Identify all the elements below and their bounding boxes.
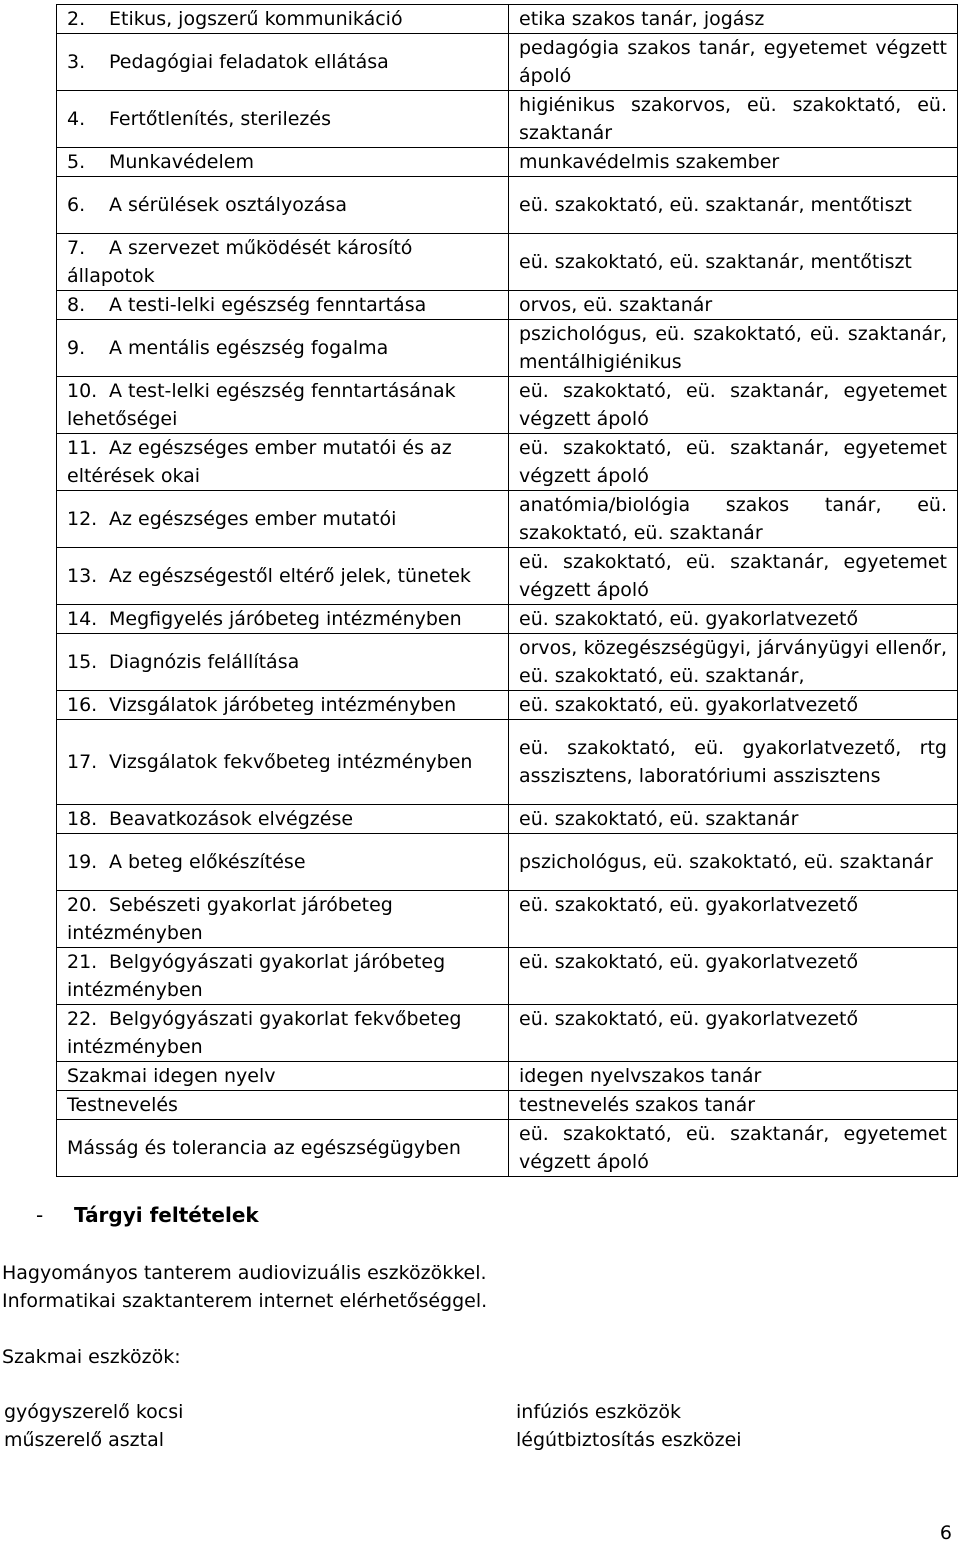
- topic-cell: [57, 320, 509, 377]
- row-number: 3.: [67, 51, 86, 73]
- table-row: [57, 548, 958, 605]
- tools-label: Szakmai eszközök:: [2, 1346, 181, 1368]
- topic-cell: [57, 177, 509, 234]
- row-number: 2.: [67, 8, 86, 30]
- topic-text: A testi-lelki egészség fenntartása: [109, 294, 427, 316]
- topic-text: A beteg előkészítése: [109, 851, 306, 873]
- tools-list-left: [4, 1398, 183, 1454]
- row-number: 14.: [67, 608, 98, 630]
- topic-cell: [57, 1120, 509, 1177]
- topic-text: A sérülések osztályozása: [109, 194, 347, 216]
- table-row: [57, 1120, 958, 1177]
- topic-cell: [57, 34, 509, 91]
- row-number: 11.: [67, 437, 98, 459]
- row-number: 13.: [67, 565, 98, 587]
- row-number: 12.: [67, 508, 98, 530]
- topic-cell: [57, 291, 509, 320]
- topic-text: A szervezet működését károsító állapotok: [67, 237, 413, 287]
- topic-cell: [57, 1091, 509, 1120]
- staff-cell: eü. szakoktató, eü. szaktanár, mentőtiszt: [509, 234, 958, 291]
- row-number: 21.: [67, 951, 98, 973]
- staff-cell: orvos, közegészségügyi, járványügyi ellenőr, eü. szakoktató, eü. szaktanár,: [509, 634, 958, 691]
- table-row: [57, 1062, 958, 1091]
- topic-text: Munkavédelem: [109, 151, 254, 173]
- table-row: [57, 34, 958, 91]
- table-row: [57, 634, 958, 691]
- staff-cell: eü. szakoktató, eü. szaktanár, egyetemet végzett ápoló: [509, 377, 958, 434]
- topic-text: Fertőtlenítés, sterilezés: [109, 108, 331, 130]
- topic-text: Az egészséges ember mutatói: [109, 508, 397, 530]
- table-row: [57, 234, 958, 291]
- topic-cell: [57, 720, 509, 805]
- row-number: 6.: [67, 194, 86, 216]
- staff-cell: munkavédelmis szakember: [509, 148, 958, 177]
- topic-cell: [57, 891, 509, 948]
- topic-cell: [57, 148, 509, 177]
- table-row: [57, 805, 958, 834]
- topic-cell: [57, 548, 509, 605]
- topic-cell: [57, 91, 509, 148]
- topic-text: Megfigyelés járóbeteg intézményben: [109, 608, 462, 630]
- row-number: 18.: [67, 808, 98, 830]
- staff-cell: eü. szakoktató, eü. szaktanár, egyetemet végzett ápoló: [509, 548, 958, 605]
- topic-text: Másság és tolerancia az egészségügyben: [67, 1137, 461, 1159]
- row-number: 16.: [67, 694, 98, 716]
- facility-line: Informatikai szaktanterem internet elérhetőséggel.: [2, 1290, 488, 1312]
- topic-cell: [57, 834, 509, 891]
- staff-cell: eü. szakoktató, eü. gyakorlatvezető: [509, 948, 958, 1005]
- staff-cell: eü. szakoktató, eü. szaktanár, egyetemet végzett ápoló: [509, 1120, 958, 1177]
- topic-text: A mentális egészség fogalma: [109, 337, 389, 359]
- table-row: [57, 377, 958, 434]
- staff-cell: pszichológus, eü. szakoktató, eü. szaktanár: [509, 834, 958, 891]
- topic-text: A test-lelki egészség fenntartásának lehetőségei: [67, 380, 456, 430]
- tools-list-right: [516, 1398, 742, 1454]
- table-row: [57, 948, 958, 1005]
- row-number: 17.: [67, 751, 98, 773]
- topic-cell: [57, 491, 509, 548]
- table-row: [57, 691, 958, 720]
- staff-requirements-table: [56, 4, 958, 1177]
- topic-cell: [57, 234, 509, 291]
- topic-text: Az egészséges ember mutatói és az eltérések okai: [67, 437, 452, 487]
- table-row: [57, 434, 958, 491]
- staff-cell: eü. szakoktató, eü. gyakorlatvezető: [509, 605, 958, 634]
- staff-cell: pedagógia szakos tanár, egyetemet végzett ápoló: [509, 34, 958, 91]
- list-dash: -: [36, 1203, 44, 1227]
- topic-text: Beavatkozások elvégzése: [109, 808, 354, 830]
- table-row: [57, 1091, 958, 1120]
- staff-cell: idegen nyelvszakos tanár: [509, 1062, 958, 1091]
- topic-text: Vizsgálatok járóbeteg intézményben: [109, 694, 457, 716]
- table-row: [57, 834, 958, 891]
- row-number: 15.: [67, 651, 98, 673]
- row-number: 22.: [67, 1008, 98, 1030]
- topic-text: Belgyógyászati gyakorlat fekvőbeteg intézményben: [67, 1008, 462, 1058]
- staff-cell: testnevelés szakos tanár: [509, 1091, 958, 1120]
- page-number: 6: [939, 1522, 952, 1544]
- row-number: 8.: [67, 294, 86, 316]
- list-item: légútbiztosítás eszközei: [516, 1429, 742, 1451]
- topic-cell: [57, 634, 509, 691]
- topic-cell: [57, 948, 509, 1005]
- staff-cell: eü. szakoktató, eü. szaktanár, egyetemet végzett ápoló: [509, 434, 958, 491]
- table-row: [57, 320, 958, 377]
- table-row: [57, 491, 958, 548]
- topic-cell: [57, 434, 509, 491]
- row-number: 7.: [67, 237, 86, 259]
- topic-text: Szakmai idegen nyelv: [67, 1065, 276, 1087]
- table-row: [57, 291, 958, 320]
- row-number: 9.: [67, 337, 86, 359]
- table-row: [57, 720, 958, 805]
- staff-cell: etika szakos tanár, jogász: [509, 5, 958, 34]
- staff-cell: pszichológus, eü. szakoktató, eü. szaktanár, mentálhigiénikus: [509, 320, 958, 377]
- row-number: 10.: [67, 380, 98, 402]
- topic-text: Etikus, jogszerű kommunikáció: [109, 8, 403, 30]
- table-row: [57, 1005, 958, 1062]
- table-row: [57, 5, 958, 34]
- section-heading: [36, 1203, 259, 1227]
- table-row: [57, 148, 958, 177]
- staff-cell: anatómia/biológia szakos tanár, eü. szakoktató, eü. szaktanár: [509, 491, 958, 548]
- staff-cell: eü. szakoktató, eü. gyakorlatvezető: [509, 1005, 958, 1062]
- topic-text: Vizsgálatok fekvőbeteg intézményben: [109, 751, 473, 773]
- staff-cell: eü. szakoktató, eü. gyakorlatvezető, rtg asszisztens, laboratóriumi asszisztens: [509, 720, 958, 805]
- list-item: infúziós eszközök: [516, 1401, 681, 1423]
- staff-cell: higiénikus szakorvos, eü. szakoktató, eü. szaktanár: [509, 91, 958, 148]
- staff-cell: eü. szakoktató, eü. szaktanár, mentőtiszt: [509, 177, 958, 234]
- row-number: 19.: [67, 851, 98, 873]
- section-heading-text: Tárgyi feltételek: [74, 1203, 259, 1227]
- row-number: 4.: [67, 108, 86, 130]
- topic-text: Pedagógiai feladatok ellátása: [109, 51, 389, 73]
- topic-cell: [57, 1005, 509, 1062]
- topic-cell: [57, 377, 509, 434]
- topic-cell: [57, 805, 509, 834]
- topic-text: Testnevelés: [67, 1094, 178, 1116]
- facility-line: Hagyományos tanterem audiovizuális eszközökkel.: [2, 1262, 487, 1284]
- staff-cell: eü. szakoktató, eü. gyakorlatvezető: [509, 891, 958, 948]
- table-row: [57, 91, 958, 148]
- row-number: 20.: [67, 894, 98, 916]
- list-item: gyógyszerelő kocsi: [4, 1401, 184, 1423]
- table-row: [57, 177, 958, 234]
- topic-cell: [57, 691, 509, 720]
- staff-cell: orvos, eü. szaktanár: [509, 291, 958, 320]
- topic-text: Sebészeti gyakorlat járóbeteg intézményben: [67, 894, 393, 944]
- table-row: [57, 605, 958, 634]
- topic-text: Diagnózis felállítása: [109, 651, 300, 673]
- table-row: [57, 891, 958, 948]
- topic-cell: [57, 1062, 509, 1091]
- row-number: 5.: [67, 151, 86, 173]
- topic-cell: [57, 5, 509, 34]
- topic-text: Az egészségestől eltérő jelek, tünetek: [109, 565, 471, 587]
- list-item: műszerelő asztal: [4, 1429, 165, 1451]
- staff-cell: eü. szakoktató, eü. szaktanár: [509, 805, 958, 834]
- topic-cell: [57, 605, 509, 634]
- topic-text: Belgyógyászati gyakorlat járóbeteg intézményben: [67, 951, 446, 1001]
- staff-cell: eü. szakoktató, eü. gyakorlatvezető: [509, 691, 958, 720]
